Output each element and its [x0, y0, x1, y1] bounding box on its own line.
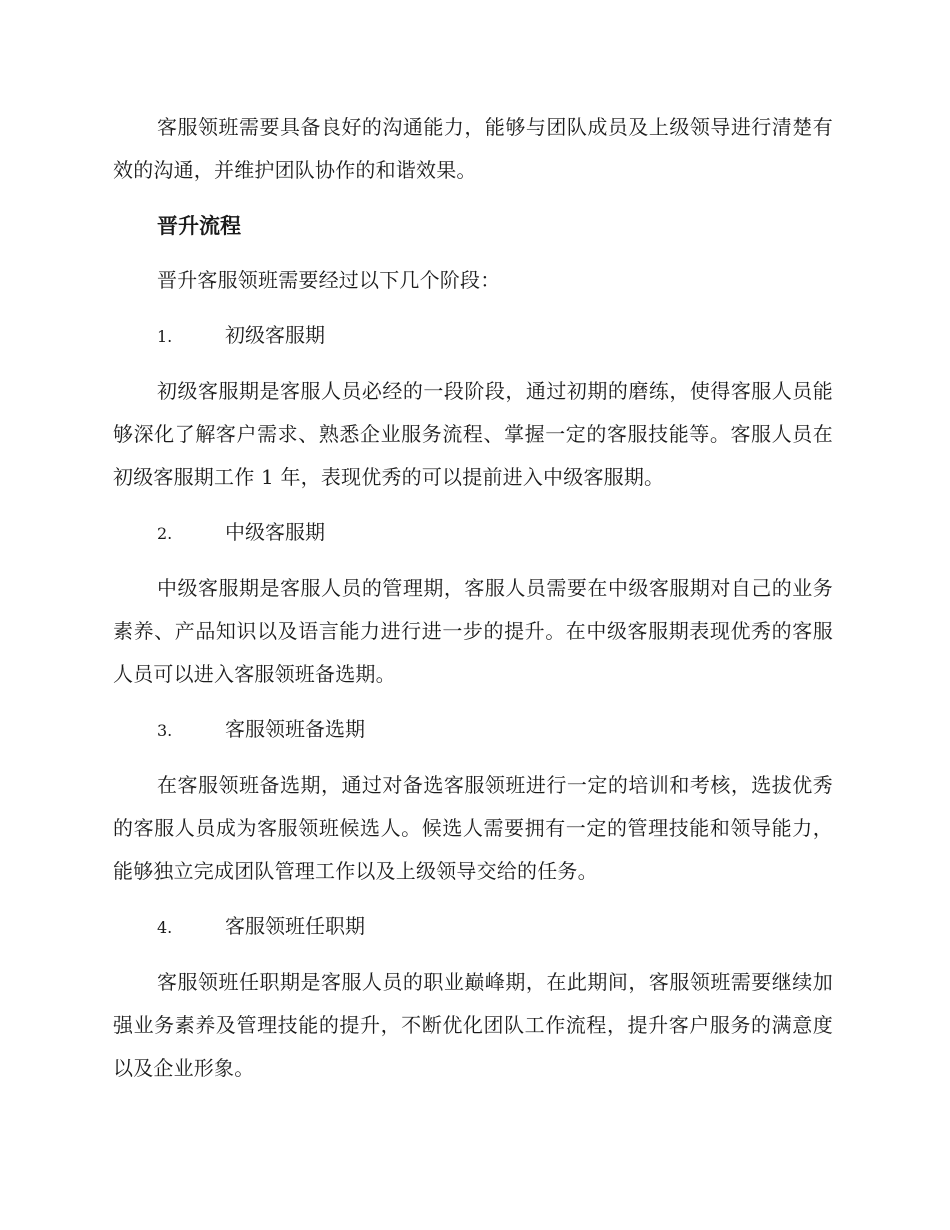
stage-number: 2.	[157, 524, 173, 543]
stage-item-1	[113, 314, 833, 358]
stage-description: 中级客服期是客服人员的管理期，客服人员需要在中级客服期对自己的业务素养、产品知识以及语言能力进行进一步的提升。在中级客服期表现优秀的客服人员可以进入客服领班备选期。	[113, 576, 833, 686]
stage-number: 3.	[157, 721, 173, 740]
stage-number: 1.	[157, 327, 173, 346]
stage-item-3	[113, 708, 833, 752]
section-heading: 晋升流程	[157, 213, 241, 238]
stage-description: 在客服领班备选期，通过对备选客服领班进行一定的培训和考核，选拔优秀的客服人员成为客服领班候选人。候选人需要拥有一定的管理技能和领导能力，能够独立完成团队管理工作以及上级领导交给的任务。	[113, 773, 833, 883]
stage-number: 4.	[157, 918, 173, 937]
stage-description: 客服领班任职期是客服人员的职业巅峰期，在此期间，客服领班需要继续加强业务素养及管理技能的提升，不断优化团队工作流程，提升客户服务的满意度以及企业形象。	[113, 970, 833, 1080]
stage-title: 客服领班备选期	[225, 717, 365, 741]
stage-item-4	[113, 905, 833, 949]
stage-description: 初级客服期是客服人员必经的一段阶段，通过初期的磨练，使得客服人员能够深化了解客户需求、熟悉企业服务流程、掌握一定的客服技能等。客服人员在初级客服期工作 1 年，表现优秀的可以提前进入中级客服期。	[113, 379, 833, 489]
intro-paragraph: 客服领班需要具备良好的沟通能力，能够与团队成员及上级领导进行清楚有效的沟通，并维护团队协作的和谐效果。	[113, 115, 833, 182]
stage-title: 初级客服期	[225, 323, 325, 347]
document-body	[113, 106, 833, 1102]
section-intro: 晋升客服领班需要经过以下几个阶段：	[157, 268, 501, 292]
stage-title: 客服领班任职期	[225, 914, 365, 938]
stage-title: 中级客服期	[225, 520, 325, 544]
stage-item-2	[113, 511, 833, 555]
